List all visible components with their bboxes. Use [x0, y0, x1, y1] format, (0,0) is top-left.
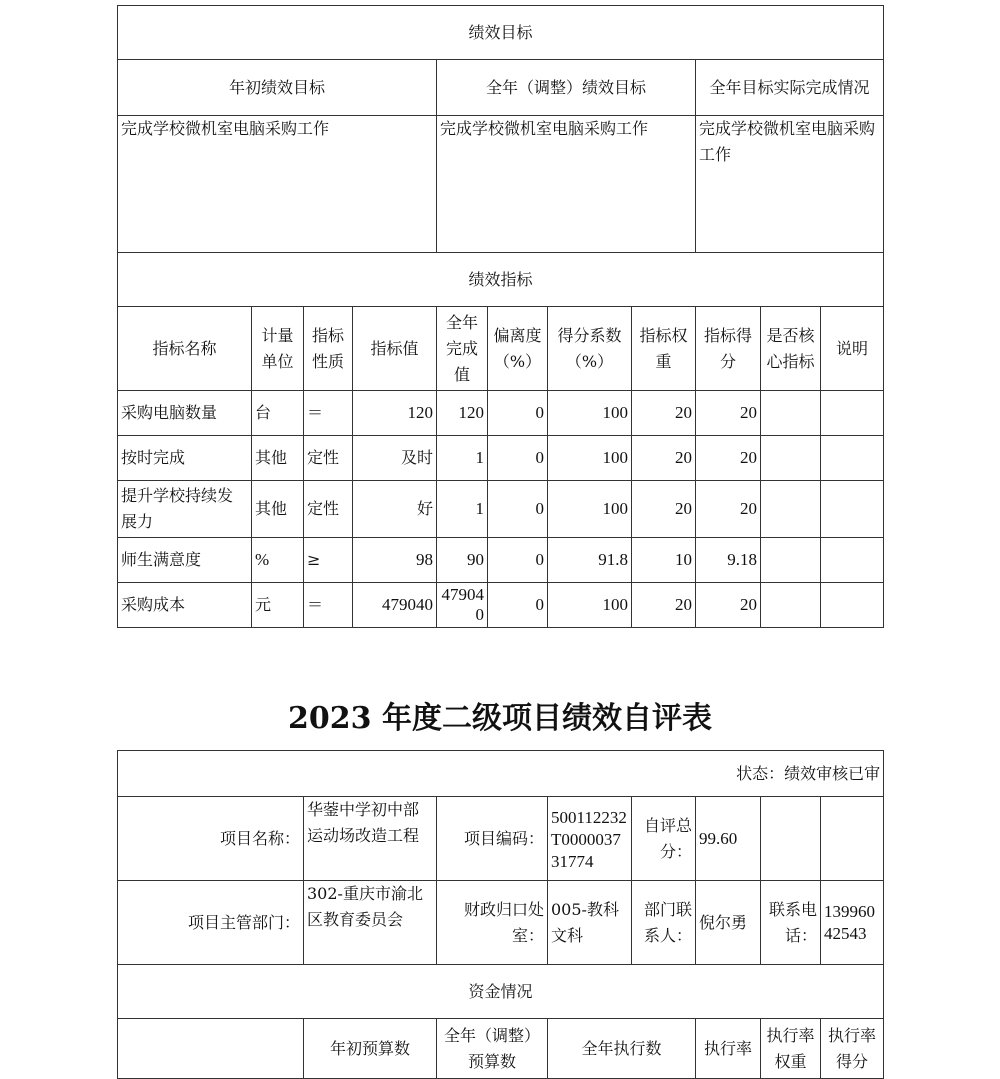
initial-budget-header: 年初预算数: [304, 1019, 437, 1079]
table-row: [118, 481, 884, 538]
col-note: 说明: [821, 307, 884, 391]
table-row: [118, 583, 884, 628]
indicator-deviation: 0: [488, 391, 548, 436]
indicator-weight: 20: [632, 391, 696, 436]
dept: 302-重庆市渝北区教育委员会: [304, 881, 437, 965]
col-indicator-name: 指标名称: [118, 307, 252, 391]
report-title: 2023 年度二级项目绩效自评表: [288, 701, 712, 736]
indicator-coef: 91.8: [548, 538, 632, 583]
rate-weight-header: 执行率权重: [761, 1019, 821, 1079]
col-unit: 计量单位: [252, 307, 304, 391]
col-actual: 全年完成值: [437, 307, 488, 391]
indicator-nature: ≥: [304, 538, 353, 583]
goals-section-title: 绩效目标: [118, 6, 884, 60]
indicator-unit: 其他: [252, 436, 304, 481]
contact-label: 部门联系人：: [632, 881, 696, 965]
indicator-actual: 1: [437, 481, 488, 538]
indicator-name: 采购成本: [118, 583, 252, 628]
indicators-section-title: 绩效指标: [118, 253, 884, 307]
project-code-label: 项目编码：: [437, 797, 548, 881]
indicator-name: 按时完成: [118, 436, 252, 481]
indicator-unit: 元: [252, 583, 304, 628]
indicator-unit: %: [252, 538, 304, 583]
indicator-deviation: 0: [488, 538, 548, 583]
indicator-coef: 100: [548, 436, 632, 481]
indicator-score: 20: [696, 391, 761, 436]
dept-label: 项目主管部门：: [118, 881, 304, 965]
indicator-coef: 100: [548, 583, 632, 628]
rate-score-header: 执行率得分: [821, 1019, 884, 1079]
finance: 005-教科文科: [548, 881, 632, 965]
project-name: 华蓥中学初中部运动场改造工程: [304, 797, 437, 881]
indicator-score: 20: [696, 481, 761, 538]
indicator-note: [821, 481, 884, 538]
col-score: 指标得分: [696, 307, 761, 391]
indicator-core: [761, 436, 821, 481]
indicator-deviation: 0: [488, 583, 548, 628]
phone-label: 联系电话：: [761, 881, 821, 965]
indicator-target: 及时: [353, 436, 437, 481]
col-deviation: 偏离度（%）: [488, 307, 548, 391]
indicator-deviation: 0: [488, 481, 548, 538]
indicator-coef: 100: [548, 391, 632, 436]
project-code: 500112232T000003731774: [548, 797, 632, 881]
indicator-weight: 10: [632, 538, 696, 583]
initial-goal-text: 完成学校微机室电脑采购工作: [118, 116, 437, 253]
col-coef: 得分系数（%）: [548, 307, 632, 391]
indicator-note: [821, 436, 884, 481]
indicator-actual: 120: [437, 391, 488, 436]
indicator-name: 提升学校持续发展力: [118, 481, 252, 538]
col-core: 是否核心指标: [761, 307, 821, 391]
indicator-target: 98: [353, 538, 437, 583]
table-row: [118, 391, 884, 436]
self-score: 99.60: [696, 797, 761, 881]
indicator-core: [761, 538, 821, 583]
indicator-core: [761, 583, 821, 628]
indicator-name: 采购电脑数量: [118, 391, 252, 436]
indicator-deviation: 0: [488, 436, 548, 481]
project-name-label: 项目名称：: [118, 797, 304, 881]
funds-section-title: 资金情况: [118, 965, 884, 1019]
indicator-actual: 479040: [437, 583, 488, 628]
adjusted-budget-header: 全年（调整）预算数: [437, 1019, 548, 1079]
indicator-note: [821, 538, 884, 583]
col-weight: 指标权重: [632, 307, 696, 391]
performance-table: [117, 5, 884, 628]
indicator-unit: 其他: [252, 481, 304, 538]
status-text: 状态：绩效审核已审: [118, 751, 884, 797]
indicator-note: [821, 391, 884, 436]
actual-goal-text: 完成学校微机室电脑采购工作: [696, 116, 884, 253]
indicator-core: [761, 481, 821, 538]
indicator-weight: 20: [632, 583, 696, 628]
indicator-target: 好: [353, 481, 437, 538]
indicator-coef: 100: [548, 481, 632, 538]
indicator-weight: 20: [632, 481, 696, 538]
executed-header: 全年执行数: [548, 1019, 696, 1079]
indicator-name: 师生满意度: [118, 538, 252, 583]
initial-goal-header: 年初绩效目标: [118, 60, 437, 116]
indicator-score: 20: [696, 436, 761, 481]
adjusted-goal-header: 全年（调整）绩效目标: [437, 60, 696, 116]
self-score-label: 自评总分：: [632, 797, 696, 881]
indicator-actual: 90: [437, 538, 488, 583]
indicator-score: 9.18: [696, 538, 761, 583]
indicator-weight: 20: [632, 436, 696, 481]
indicators-header-row: [118, 307, 884, 391]
indicator-nature: ＝: [304, 391, 353, 436]
col-nature: 指标性质: [304, 307, 353, 391]
indicator-score: 20: [696, 583, 761, 628]
finance-label: 财政归口处室：: [437, 881, 548, 965]
table-row: [118, 436, 884, 481]
indicator-nature: ＝: [304, 583, 353, 628]
indicator-target: 120: [353, 391, 437, 436]
indicator-note: [821, 583, 884, 628]
indicator-unit: 台: [252, 391, 304, 436]
indicator-nature: 定性: [304, 481, 353, 538]
exec-rate-header: 执行率: [696, 1019, 761, 1079]
indicator-nature: 定性: [304, 436, 353, 481]
contact: 倪尔勇: [696, 881, 761, 965]
actual-goal-header: 全年目标实际完成情况: [696, 60, 884, 116]
col-target: 指标值: [353, 307, 437, 391]
indicator-actual: 1: [437, 436, 488, 481]
table-row: [118, 538, 884, 583]
phone: 13996042543: [821, 881, 884, 965]
adjusted-goal-text: 完成学校微机室电脑采购工作: [437, 116, 696, 253]
indicator-target: 479040: [353, 583, 437, 628]
indicator-core: [761, 391, 821, 436]
project-info-table: [117, 750, 884, 1079]
